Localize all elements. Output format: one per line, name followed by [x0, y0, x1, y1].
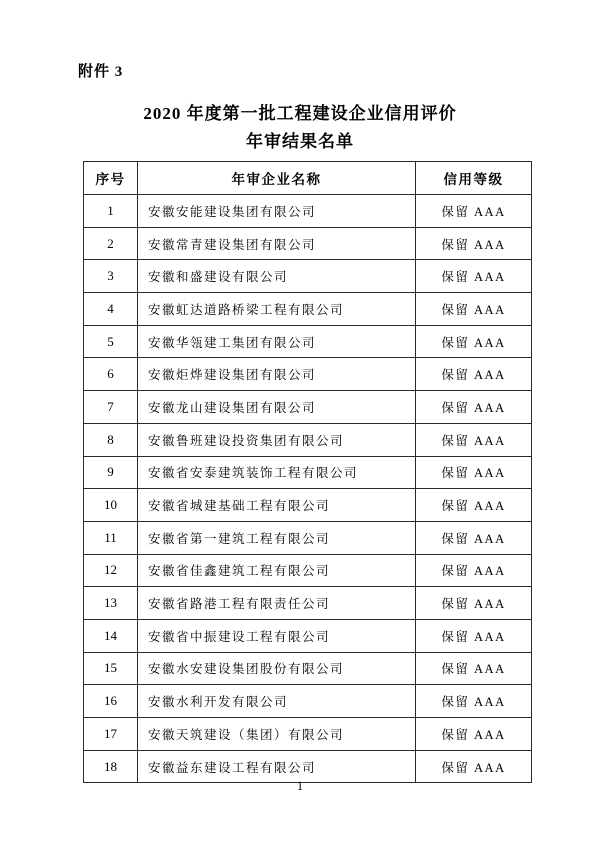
- table-row: [84, 195, 532, 228]
- row-name: 安徽安能建设集团有限公司: [138, 195, 416, 228]
- row-rating: 保留 AAA: [416, 195, 532, 228]
- table-row: [84, 227, 532, 260]
- row-name: 安徽鲁班建设投资集团有限公司: [138, 423, 416, 456]
- row-name: 安徽省中振建设工程有限公司: [138, 619, 416, 652]
- row-no: 12: [84, 554, 138, 587]
- row-name: 安徽龙山建设集团有限公司: [138, 391, 416, 424]
- row-rating: 保留 AAA: [416, 325, 532, 358]
- row-no: 13: [84, 587, 138, 620]
- row-no: 17: [84, 718, 138, 751]
- row-rating: 保留 AAA: [416, 489, 532, 522]
- table-row: [84, 718, 532, 751]
- table-row: [84, 358, 532, 391]
- row-no: 11: [84, 521, 138, 554]
- document-title-line1: 2020 年度第一批工程建设企业信用评价: [143, 104, 457, 123]
- row-name: 安徽省佳鑫建筑工程有限公司: [138, 554, 416, 587]
- page-number: 1: [296, 779, 304, 793]
- row-name: 安徽华瓴建工集团有限公司: [138, 325, 416, 358]
- row-no: 8: [84, 423, 138, 456]
- header-credit-rating: 信用等级: [416, 162, 532, 195]
- row-rating: 保留 AAA: [416, 227, 532, 260]
- row-no: 5: [84, 325, 138, 358]
- row-name: 安徽省城建基础工程有限公司: [138, 489, 416, 522]
- row-rating: 保留 AAA: [416, 652, 532, 685]
- row-no: 1: [84, 195, 138, 228]
- row-name: 安徽益东建设工程有限公司: [138, 750, 416, 783]
- row-name: 安徽炬烨建设集团有限公司: [138, 358, 416, 391]
- row-name: 安徽和盛建设有限公司: [138, 260, 416, 293]
- row-no: 9: [84, 456, 138, 489]
- row-rating: 保留 AAA: [416, 521, 532, 554]
- row-no: 15: [84, 652, 138, 685]
- row-name: 安徽省路港工程有限责任公司: [138, 587, 416, 620]
- row-no: 18: [84, 750, 138, 783]
- row-rating: 保留 AAA: [416, 260, 532, 293]
- row-no: 16: [84, 685, 138, 718]
- row-no: 6: [84, 358, 138, 391]
- table-row: [84, 619, 532, 652]
- table-row: [84, 587, 532, 620]
- row-rating: 保留 AAA: [416, 587, 532, 620]
- row-no: 10: [84, 489, 138, 522]
- row-rating: 保留 AAA: [416, 619, 532, 652]
- table-row: [84, 652, 532, 685]
- header-serial-number: 序号: [84, 162, 138, 195]
- row-no: 4: [84, 293, 138, 326]
- row-rating: 保留 AAA: [416, 358, 532, 391]
- row-rating: 保留 AAA: [416, 391, 532, 424]
- table-row: [84, 391, 532, 424]
- document-title-line2: 年审结果名单: [246, 132, 354, 151]
- table-row: [84, 423, 532, 456]
- table-header-row: [84, 162, 532, 195]
- table-row: [84, 554, 532, 587]
- header-enterprise-name: 年审企业名称: [138, 162, 416, 195]
- table-body: [84, 195, 532, 783]
- table-row: [84, 325, 532, 358]
- row-no: 2: [84, 227, 138, 260]
- row-name: 安徽省安泰建筑装饰工程有限公司: [138, 456, 416, 489]
- row-name: 安徽常青建设集团有限公司: [138, 227, 416, 260]
- row-rating: 保留 AAA: [416, 293, 532, 326]
- row-rating: 保留 AAA: [416, 685, 532, 718]
- row-name: 安徽虹达道路桥梁工程有限公司: [138, 293, 416, 326]
- row-no: 7: [84, 391, 138, 424]
- row-name: 安徽水利开发有限公司: [138, 685, 416, 718]
- annual-review-table: [83, 161, 532, 783]
- row-rating: 保留 AAA: [416, 554, 532, 587]
- document-title: [0, 100, 600, 156]
- row-rating: 保留 AAA: [416, 750, 532, 783]
- row-name: 安徽省第一建筑工程有限公司: [138, 521, 416, 554]
- row-no: 14: [84, 619, 138, 652]
- table-row: [84, 293, 532, 326]
- row-no: 3: [84, 260, 138, 293]
- table-row: [84, 260, 532, 293]
- table-row: [84, 489, 532, 522]
- row-name: 安徽天筑建设（集团）有限公司: [138, 718, 416, 751]
- table-row: [84, 750, 532, 783]
- row-rating: 保留 AAA: [416, 423, 532, 456]
- attachment-label: 附件 3: [78, 64, 124, 80]
- table-row: [84, 456, 532, 489]
- table-row: [84, 685, 532, 718]
- row-name: 安徽水安建设集团股份有限公司: [138, 652, 416, 685]
- row-rating: 保留 AAA: [416, 718, 532, 751]
- table-row: [84, 521, 532, 554]
- row-rating: 保留 AAA: [416, 456, 532, 489]
